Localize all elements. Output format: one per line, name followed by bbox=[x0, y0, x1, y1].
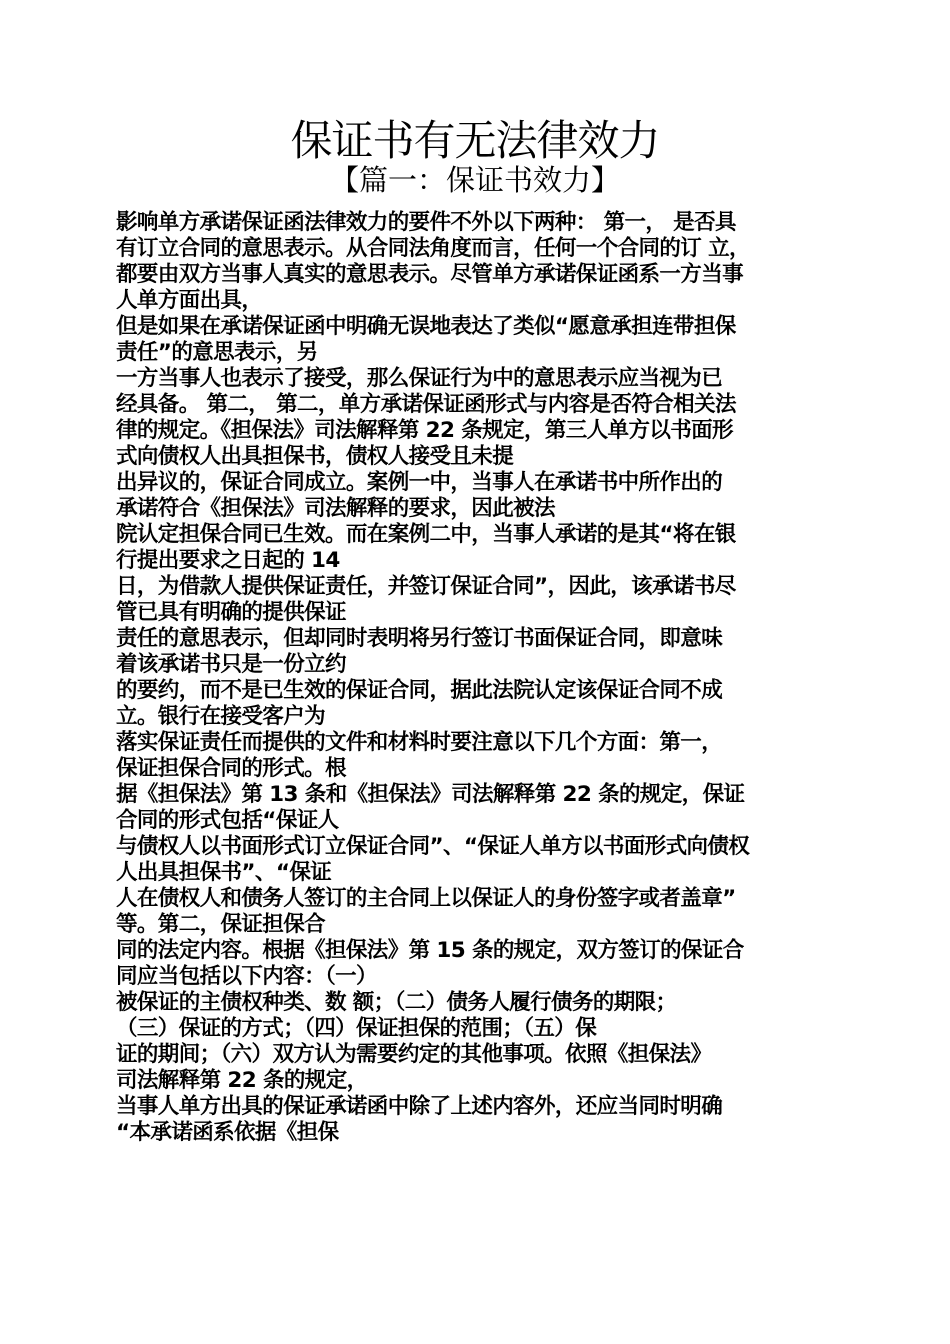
body-line: （三）保证的方式；（四）保证担保的范围；（五）保 bbox=[116, 1016, 597, 1041]
body-line: 的要约，而不是已生效的保证合同，据此法院认定该保证合同不成 bbox=[116, 678, 723, 703]
body-line: 立。银行在接受客户为 bbox=[116, 704, 326, 729]
body-line: 合同的形式包括“保证人 bbox=[116, 808, 339, 833]
body-line: 出异议的，保证合同成立。案例一中，当事人在承诺书中所作出的 bbox=[116, 470, 723, 495]
body-line: 人在债权人和债务人签订的主合同上以保证人的身份签字或者盖章” bbox=[116, 886, 736, 911]
body-line: 被保证的主债权种类、数 额；（二）债务人履行债务的期限； bbox=[116, 990, 677, 1015]
body-line: 与债权人以书面形式订立保证合同”、“保证人单方以书面形式向债权 bbox=[116, 834, 750, 859]
body-line: 人出具担保书”、“保证 bbox=[116, 860, 332, 885]
body-line: 影响单方承诺保证函法律效力的要件不外以下两种： 第一， 是否具 bbox=[116, 210, 736, 235]
body-line: 有订立合同的意思表示。从合同法角度而言，任何一个合同的订 立， bbox=[116, 236, 750, 261]
body-line: 管已具有明确的提供保证 bbox=[116, 600, 346, 625]
body-line: 证的期间；（六）双方认为需要约定的其他事项。依照《担保法》 bbox=[116, 1042, 712, 1067]
body-line: “本承诺函系依据《担保 bbox=[116, 1120, 339, 1145]
body-line: 同的法定内容。根据《担保法》第 15 条的规定，双方签订的保证合 bbox=[116, 938, 744, 963]
body-line: 日，为借款人提供保证责任，并签订保证合同”，因此，该承诺书尽 bbox=[116, 574, 736, 599]
body-line: 人单方面出具， bbox=[116, 288, 263, 313]
document-body bbox=[116, 210, 836, 1146]
body-line: 责任”的意思表示，另 bbox=[116, 340, 318, 365]
body-line: 着该承诺书只是一份立约 bbox=[116, 652, 346, 677]
document-subtitle: 【篇一：保证书效力】 bbox=[329, 163, 620, 197]
body-line: 行提出要求之日起的 14 bbox=[116, 548, 340, 573]
body-line: 同应当包括以下内容：（一） bbox=[116, 964, 377, 989]
body-line: 等。第二，保证担保合 bbox=[116, 912, 326, 937]
body-line: 但是如果在承诺保证函中明确无误地表达了类似“愿意承担连带担保 bbox=[116, 314, 736, 339]
body-line: 式向债权人出具担保书，债权人接受且未提 bbox=[116, 444, 514, 469]
body-line: 落实保证责任而提供的文件和材料时要注意以下几个方面：第一， bbox=[116, 730, 723, 755]
body-line: 经具备。 第二， 第二，单方承诺保证函形式与内容是否符合相关法 bbox=[116, 392, 736, 417]
body-line: 司法解释第 22 条的规定， bbox=[116, 1068, 368, 1093]
body-line: 院认定担保合同已生效。而在案例二中，当事人承诺的是其“将在银 bbox=[116, 522, 736, 547]
body-line: 一方当事人也表示了接受，那么保证行为中的意思表示应当视为已 bbox=[116, 366, 723, 391]
body-line: 据《担保法》第 13 条和《担保法》司法解释第 22 条的规定，保证 bbox=[116, 782, 745, 807]
body-line: 律的规定。《担保法》司法解释第 22 条规定，第三人单方以书面形 bbox=[116, 418, 733, 443]
body-line: 当事人单方出具的保证承诺函中除了上述内容外，还应当同时明确 bbox=[116, 1094, 723, 1119]
body-line: 都要由双方当事人真实的意思表示。尽管单方承诺保证函系一方当事 bbox=[116, 262, 744, 287]
document-title: 保证书有无法律效力 bbox=[290, 116, 660, 165]
body-line: 承诺符合《担保法》司法解释的要求，因此被法 bbox=[116, 496, 555, 521]
body-line: 责任的意思表示，但却同时表明将另行签订书面保证合同，即意味 bbox=[116, 626, 723, 651]
body-line: 保证担保合同的形式。根 bbox=[116, 756, 346, 781]
